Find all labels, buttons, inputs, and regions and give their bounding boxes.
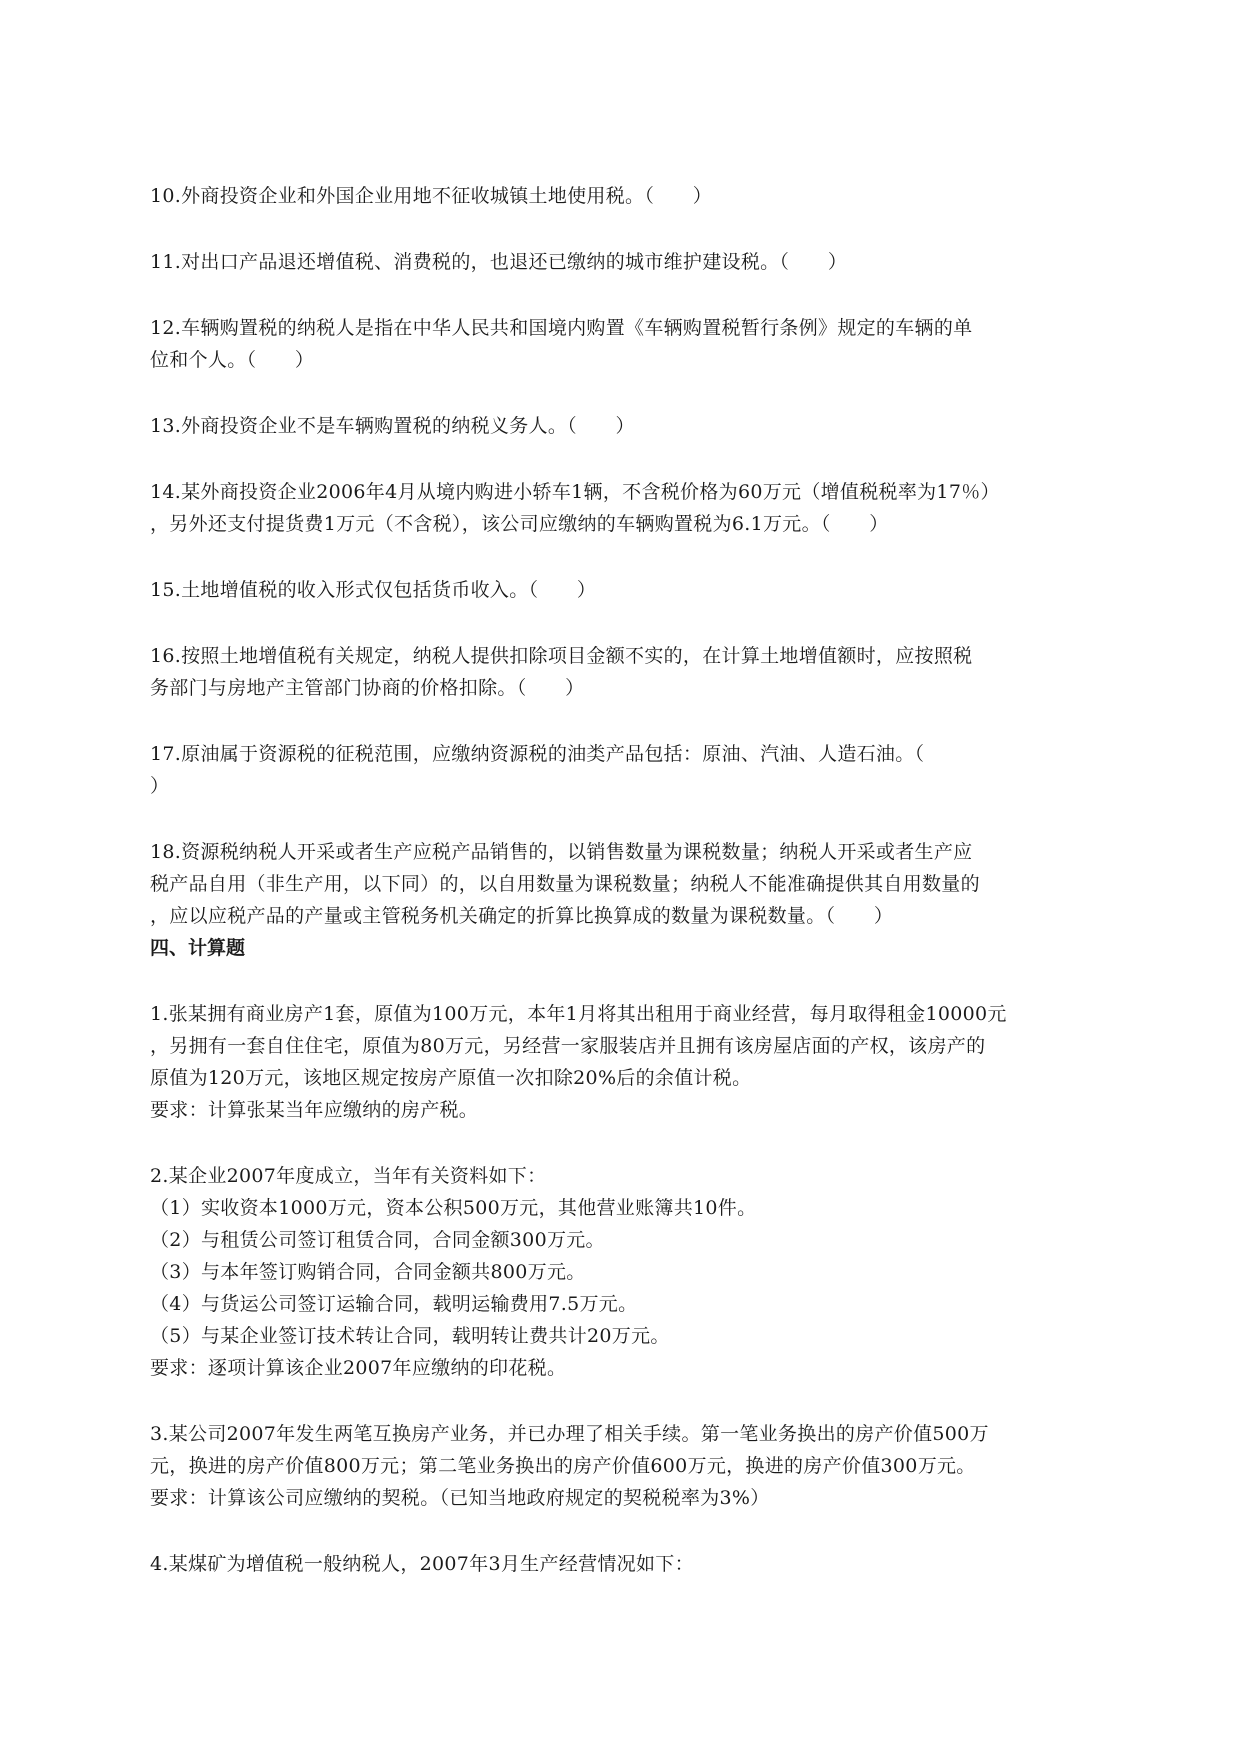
text-line: 原值为120万元，该地区规定按房产原值一次扣除20%后的余值计税。 bbox=[150, 1067, 752, 1089]
text-line: 13.外商投资企业不是车辆购置税的纳税义务人。（ ） bbox=[150, 415, 635, 437]
text-line: （1）实收资本1000万元，资本公积500万元，其他营业账簿共10件。 bbox=[150, 1197, 757, 1219]
text-line: 16.按照土地增值税有关规定，纳税人提供扣除项目金额不实的，在计算土地增值额时，应按照税 bbox=[150, 645, 973, 667]
tf-item-11 bbox=[150, 246, 1100, 278]
text-line: 14.某外商投资企业2006年4月从境内购进小轿车1辆，不含税价格为60万元（增值税税率为17％） bbox=[150, 481, 1000, 503]
section-heading: 四、计算题 bbox=[150, 937, 246, 959]
text-line: 3.某公司2007年发生两笔互换房产业务，并已办理了相关手续。第一笔业务换出的房产价值500万 bbox=[150, 1423, 989, 1445]
text-line: 务部门与房地产主管部门协商的价格扣除。（ ） bbox=[150, 677, 585, 699]
tf-item-15 bbox=[150, 574, 1100, 606]
text-line: 11.对出口产品退还增值税、消费税的，也退还已缴纳的城市维护建设税。（ ） bbox=[150, 251, 848, 273]
text-line: 15.土地增值税的收入形式仅包括货币收入。（ ） bbox=[150, 579, 597, 601]
tf-item-14 bbox=[150, 476, 1100, 540]
text-line: 位和个人。（ ） bbox=[150, 349, 315, 371]
text-line: 4.某煤矿为增值税一般纳税人，2007年3月生产经营情况如下： bbox=[150, 1553, 694, 1575]
text-line: 要求：计算张某当年应缴纳的房产税。 bbox=[150, 1099, 479, 1121]
text-line: （3）与本年签订购销合同，合同金额共800万元。 bbox=[150, 1261, 586, 1283]
text-line: ，另外还支付提货费1万元（不含税），该公司应缴纳的车辆购置税为6.1万元。（ ） bbox=[150, 513, 889, 535]
text-line: （4）与货运公司签订运输合同，载明运输费用7.5万元。 bbox=[150, 1293, 638, 1315]
text-line: 1.张某拥有商业房产1套，原值为100万元，本年1月将其出租用于商业经营，每月取得租金10000元 bbox=[150, 1003, 1007, 1025]
text-line: （5）与某企业签订技术转让合同，载明转让费共计20万元。 bbox=[150, 1325, 670, 1347]
tf-item-13 bbox=[150, 410, 1100, 442]
tf-item-18 bbox=[150, 836, 1100, 932]
text-line: 要求：计算该公司应缴纳的契税。（已知当地政府规定的契税税率为3%） bbox=[150, 1487, 770, 1509]
document-page bbox=[150, 180, 1100, 1580]
text-line: （2）与租赁公司签订租赁合同，合同金额300万元。 bbox=[150, 1229, 605, 1251]
text-line: 2.某企业2007年度成立，当年有关资料如下： bbox=[150, 1165, 547, 1187]
calc-item-4 bbox=[150, 1548, 1100, 1580]
text-line: 12.车辆购置税的纳税人是指在中华人民共和国境内购置《车辆购置税暂行条例》规定的车辆的单 bbox=[150, 317, 973, 339]
text-line: 18.资源税纳税人开采或者生产应税产品销售的，以销售数量为课税数量；纳税人开采或者生产应 bbox=[150, 841, 973, 863]
text-line: 要求：逐项计算该企业2007年应缴纳的印花税。 bbox=[150, 1357, 567, 1379]
tf-item-17 bbox=[150, 738, 1100, 802]
text-line: 税产品自用（非生产用，以下同）的，以自用数量为课税数量；纳税人不能准确提供其自用数量的 bbox=[150, 873, 980, 895]
text-line: 10.外商投资企业和外国企业用地不征收城镇土地使用税。（ ） bbox=[150, 185, 713, 207]
calc-item-1 bbox=[150, 998, 1100, 1126]
calc-item-3 bbox=[150, 1418, 1100, 1514]
text-line: ，应以应税产品的产量或主管税务机关确定的折算比换算成的数量为课税数量。（ ） bbox=[150, 905, 894, 927]
tf-item-10 bbox=[150, 180, 1100, 212]
tf-item-16 bbox=[150, 640, 1100, 704]
text-line: ，另拥有一套自住住宅，原值为80万元，另经营一家服装店并且拥有该房屋店面的产权，该房产的 bbox=[150, 1035, 986, 1057]
calc-item-2 bbox=[150, 1160, 1100, 1384]
text-line: ） bbox=[150, 775, 170, 797]
text-line: 17.原油属于资源税的征税范围，应缴纳资源税的油类产品包括：原油、汽油、人造石油。（ bbox=[150, 743, 925, 765]
tf-item-12 bbox=[150, 312, 1100, 376]
text-line: 元，换进的房产价值800万元；第二笔业务换出的房产价值600万元，换进的房产价值300万元。 bbox=[150, 1455, 976, 1477]
